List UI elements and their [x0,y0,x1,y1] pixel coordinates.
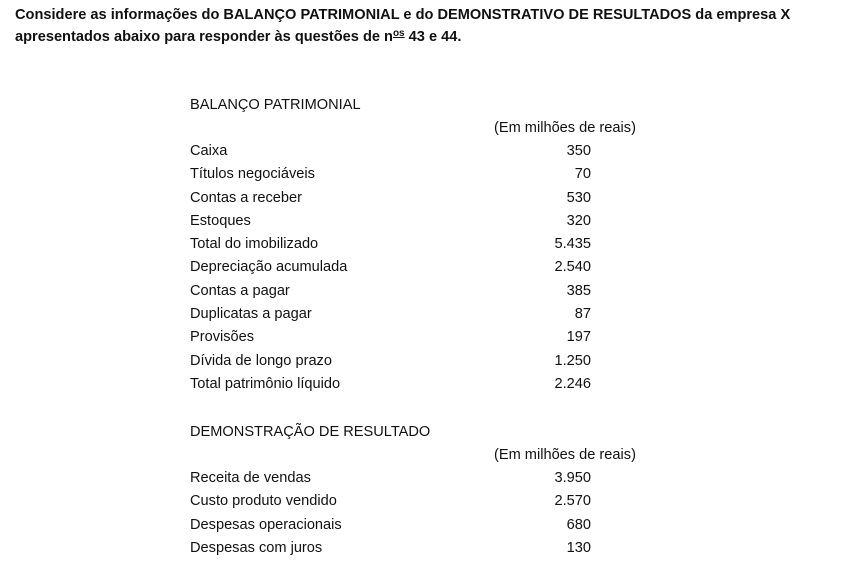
table-row [190,210,600,233]
demonstracao-rows [190,467,600,560]
row-value: 1.250 [554,352,591,369]
row-label: Contas a receber [190,189,302,206]
row-value: 385 [566,282,591,299]
row-label: Duplicatas a pagar [190,306,312,323]
row-value: 5.435 [554,236,591,253]
row-label: Estoques [190,212,251,229]
row-value: 350 [566,143,591,159]
row-value: 680 [566,516,591,533]
row-label: Contas a pagar [190,282,290,299]
row-value: 197 [566,329,591,346]
row-label: Caixa [190,143,228,159]
row-value: 130 [566,539,591,556]
demonstracao-unit-note: (Em milhões de reais) [494,447,636,463]
row-value: 2.246 [554,375,591,392]
row-value: 320 [566,212,591,229]
table-row [190,467,600,490]
balanco-unit-note: (Em milhões de reais) [494,120,636,136]
row-value: 70 [574,166,591,183]
intro-text: Considere as informações do BALANÇO PATRIMONIAL e do DEMONSTRATIVO DE RESULTADOS da empresa X apresentados abaixo para responder às questões de n [15,7,791,45]
row-value: 530 [566,189,591,206]
table-row [190,490,600,513]
intro-paragraph [15,4,847,48]
table-row [190,373,600,396]
table-row [190,514,600,537]
row-label: Custo produto vendido [190,493,337,510]
table-row [190,187,600,210]
table-row [190,303,600,326]
table-row [190,537,600,560]
table-row [190,163,600,186]
row-label: Total patrimônio líquido [190,375,341,392]
table-row [190,350,600,373]
row-value: 2.540 [554,259,591,276]
table-row [190,280,600,303]
row-label: Títulos negociáveis [190,166,315,183]
row-value: 87 [574,306,591,323]
row-label: Despesas operacionais [190,516,342,533]
intro-text-end: 43 e 44. [404,29,462,45]
row-value: 3.950 [554,470,591,486]
balanco-rows [190,140,600,396]
intro-superscript: os [392,28,405,39]
table-row [190,326,600,349]
table-row [190,233,600,256]
row-label: Despesas com juros [190,539,323,556]
row-label: Receita de vendas [190,470,311,486]
row-label: Dívida de longo prazo [190,352,332,369]
table-row [190,140,600,163]
balanco-title: BALANÇO PATRIMONIAL [190,97,361,113]
demonstracao-title: DEMONSTRAÇÃO DE RESULTADO [190,424,431,440]
row-label: Total do imobilizado [190,236,319,253]
row-label: Depreciação acumulada [190,259,348,276]
row-label: Provisões [190,329,255,346]
table-row [190,256,600,279]
row-value: 2.570 [554,493,591,510]
